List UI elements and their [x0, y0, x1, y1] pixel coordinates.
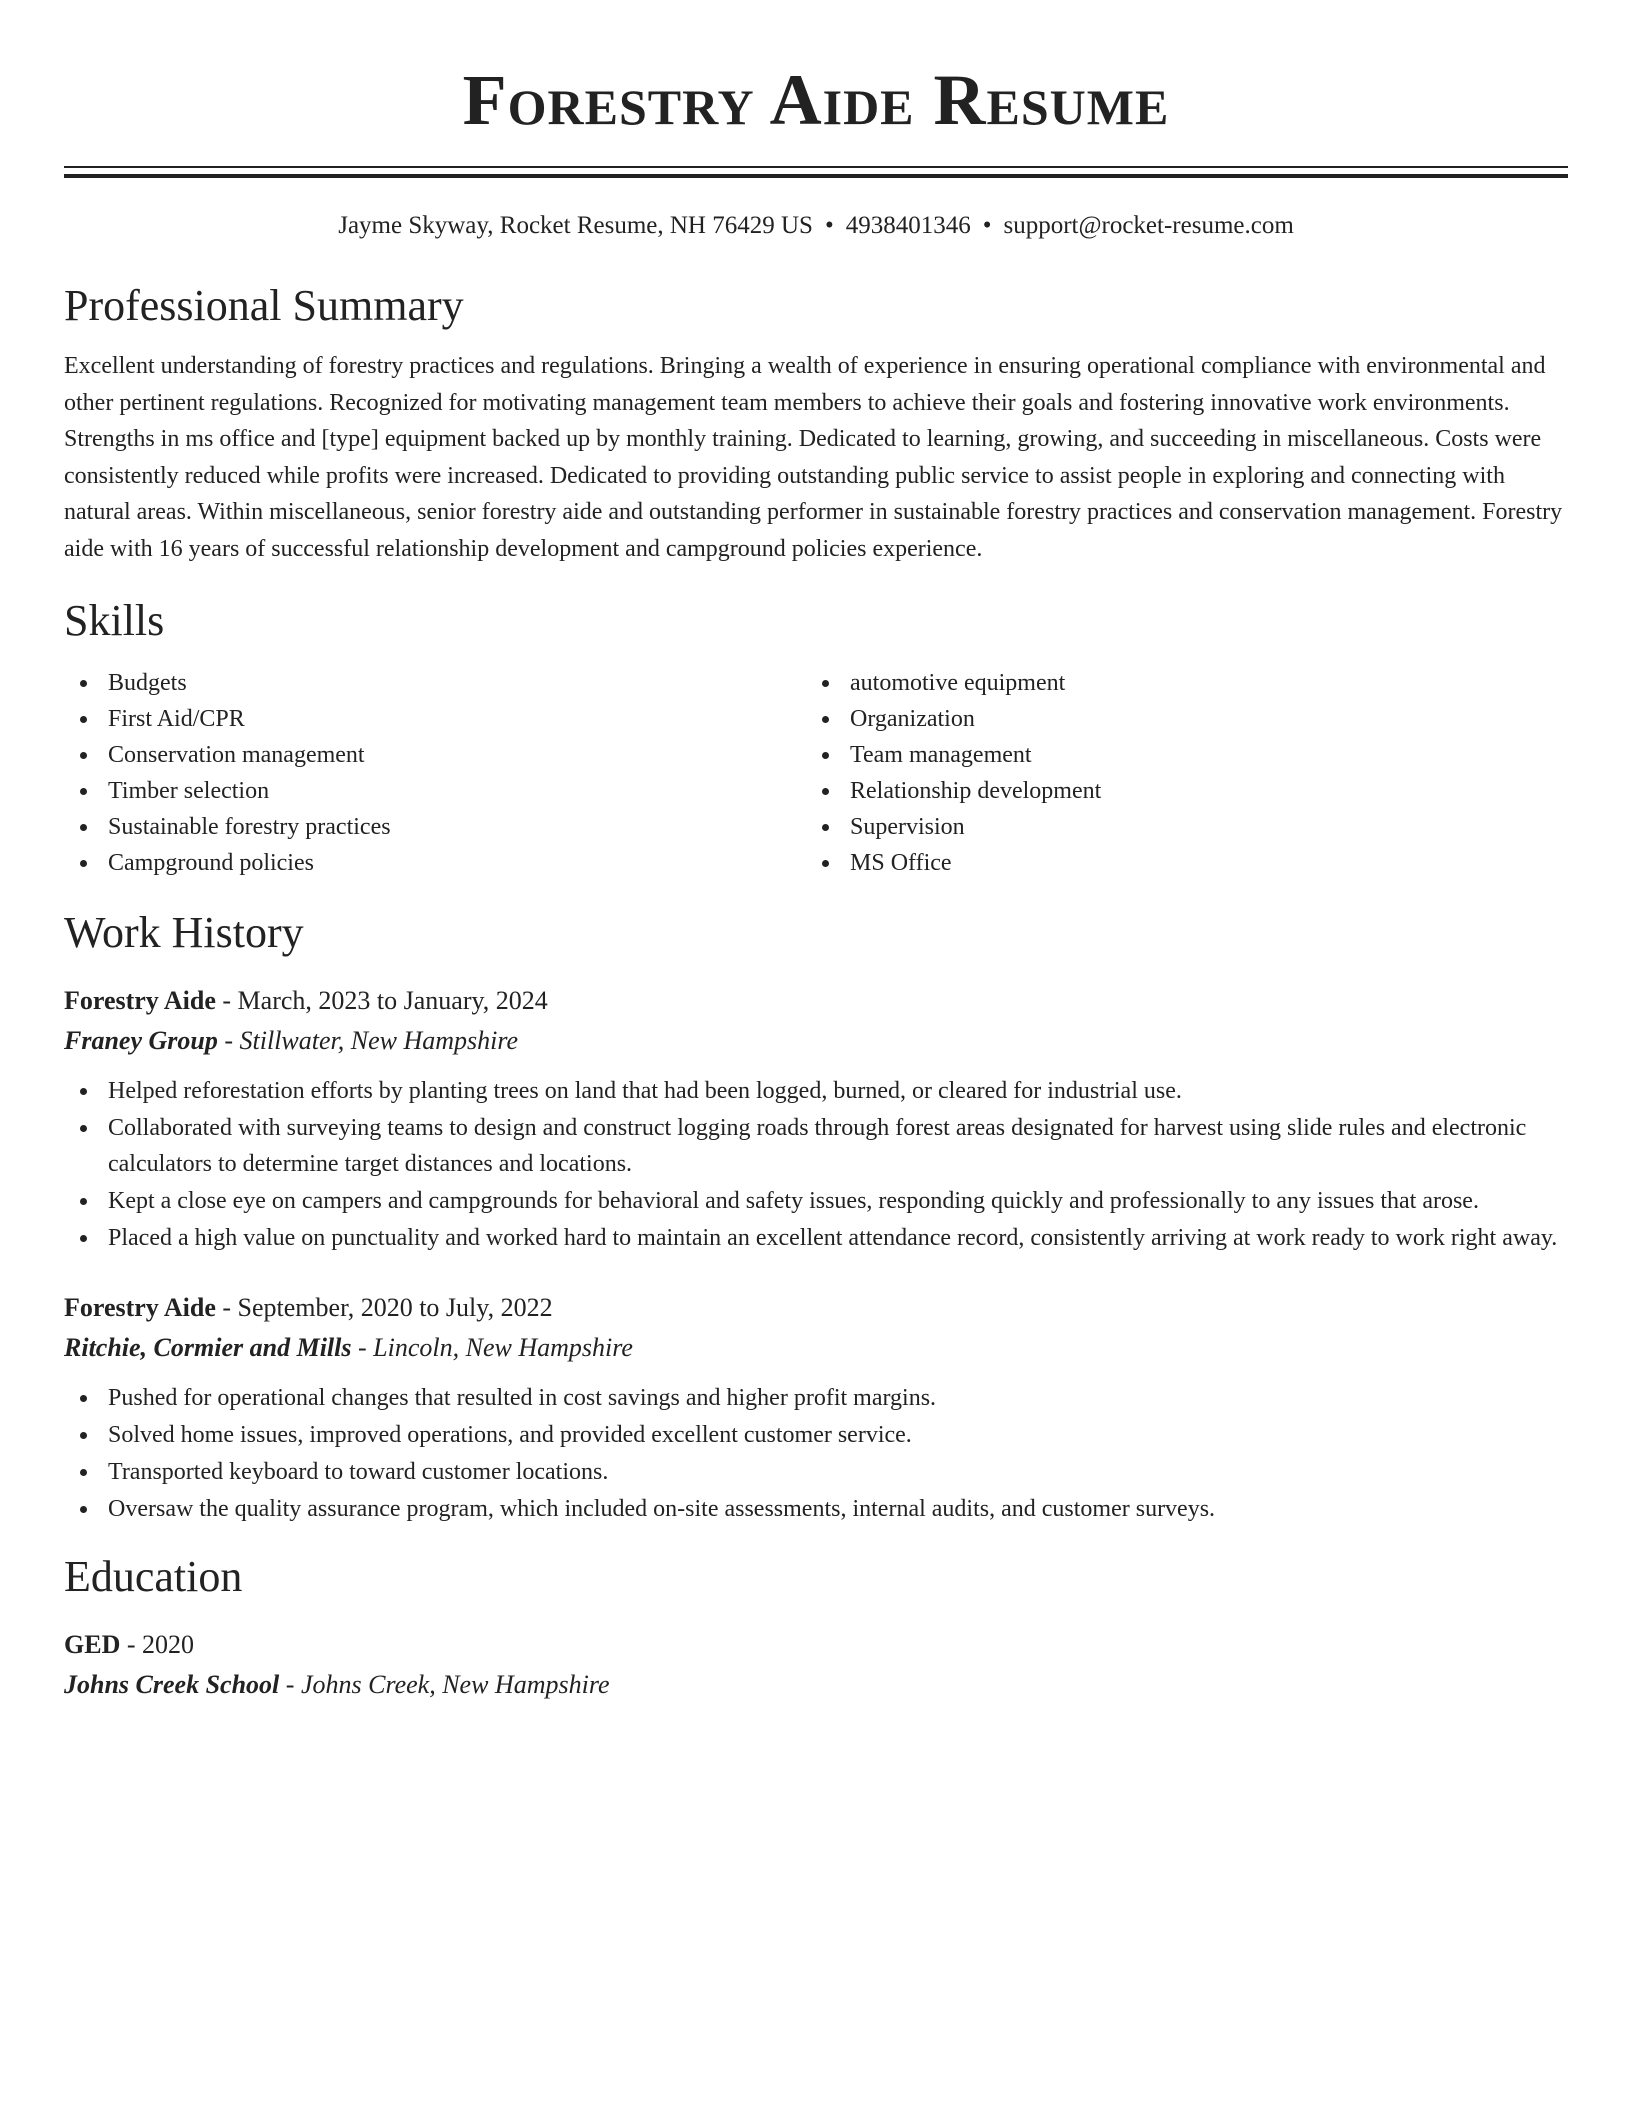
job-title: Forestry Aide — [64, 1293, 216, 1322]
skill-item: Team management — [806, 737, 1548, 773]
school-name: Johns Creek School — [64, 1670, 280, 1699]
dash: - — [222, 986, 232, 1015]
skill-item: Organization — [806, 701, 1548, 737]
skills-column-right — [806, 665, 1548, 881]
education-school — [64, 1665, 1568, 1705]
skill-item: Conservation management — [64, 737, 806, 773]
page-title: Forestry Aide Resume — [462, 60, 1170, 140]
education-heading: Education — [64, 1552, 243, 1601]
company-name: Franey Group — [64, 1026, 218, 1055]
job-dates: September, 2020 to July, 2022 — [237, 1293, 553, 1322]
summary-text: Excellent understanding of forestry practices and regulations. Bringing a wealth of experience in ensuring operational compliance with environmental and other pertinent regulations. Recognized for motivating management team members to achieve their goals and fostering innovative work environments. Strengths in ms office and [type] equipment backed up by monthly training. Dedicated to learning, growing, and succeeding in miscellaneous. Costs were consistently reduced while profits were increased. Dedicated to providing outstanding public service to assist people in exploring and connecting with natural areas. Within miscellaneous, senior forestry aide and outstanding performer in sustainable forestry practices and conservation management. Forestry aide with 16 years of successful relationship development and campground policies experience. — [64, 353, 1563, 562]
duty-item: Pushed for operational changes that resulted in cost savings and higher profit margins. — [64, 1380, 1568, 1416]
skills-column-left — [64, 665, 806, 881]
duty-item: Collaborated with surveying teams to design and construct logging roads through forest areas designated for harvest using slide rules and electronic calculators to determine target distances and locations. — [64, 1110, 1568, 1182]
dash: - — [358, 1333, 367, 1362]
skills-heading: Skills — [64, 596, 165, 645]
job-employer — [64, 1021, 1568, 1061]
skill-item: Supervision — [806, 809, 1548, 845]
duty-item: Oversaw the quality assurance program, which included on-site assessments, internal audits, and customer surveys. — [64, 1491, 1568, 1527]
company-name: Ritchie, Cormier and Mills — [64, 1333, 352, 1362]
skill-item: First Aid/CPR — [64, 701, 806, 737]
contact-separator: • — [824, 212, 834, 239]
skill-item: Timber selection — [64, 773, 806, 809]
dash: - — [285, 1670, 295, 1699]
job-dates: March, 2023 to January, 2024 — [237, 986, 548, 1015]
dash: - — [222, 1293, 232, 1322]
contact-address: Jayme Skyway, Rocket Resume, NH 76429 US — [338, 212, 813, 239]
duty-item: Kept a close eye on campers and campgrounds for behavioral and safety issues, responding quickly and professionally to any issues that arose. — [64, 1183, 1568, 1219]
duty-item: Transported keyboard to toward customer locations. — [64, 1454, 1568, 1490]
skill-item: automotive equipment — [806, 665, 1548, 701]
dash: - — [224, 1026, 234, 1055]
job-location: Stillwater, New Hampshire — [239, 1026, 519, 1055]
skill-item: Campground policies — [64, 845, 806, 881]
contact-line — [64, 208, 1568, 244]
school-location: Johns Creek, New Hampshire — [300, 1670, 610, 1699]
contact-email: support@rocket-resume.com — [1003, 212, 1294, 239]
job-title: Forestry Aide — [64, 986, 216, 1015]
job-duties — [64, 1073, 1568, 1256]
dash: - — [126, 1630, 136, 1659]
contact-separator: • — [982, 212, 992, 239]
skill-item: MS Office — [806, 845, 1548, 881]
job-entry — [64, 1288, 1568, 1527]
job-location: Lincoln, New Hampshire — [373, 1333, 633, 1362]
education-header — [64, 1625, 1568, 1665]
education-entry — [64, 1625, 1568, 1705]
skill-item: Budgets — [64, 665, 806, 701]
work-history-heading: Work History — [64, 908, 304, 957]
job-duties — [64, 1380, 1568, 1527]
duty-item: Solved home issues, improved operations, and provided excellent customer service. — [64, 1417, 1568, 1453]
skill-item: Relationship development — [806, 773, 1548, 809]
degree: GED — [64, 1630, 121, 1659]
duty-item: Helped reforestation efforts by planting trees on land that had been logged, burned, or cleared for industrial use. — [64, 1073, 1568, 1109]
job-header — [64, 1288, 1568, 1328]
job-header — [64, 981, 1568, 1021]
skills-list — [64, 665, 1568, 881]
job-employer — [64, 1328, 1568, 1368]
education-year: 2020 — [142, 1630, 195, 1659]
skill-item: Sustainable forestry practices — [64, 809, 806, 845]
title-rule-thin — [64, 166, 1568, 168]
duty-item: Placed a high value on punctuality and worked hard to maintain an excellent attendance record, consistently arriving at work ready to work right away. — [64, 1220, 1568, 1256]
contact-phone: 4938401346 — [845, 212, 971, 239]
job-entry — [64, 981, 1568, 1256]
summary-heading: Professional Summary — [64, 281, 464, 330]
title-rule-thick — [64, 174, 1568, 178]
